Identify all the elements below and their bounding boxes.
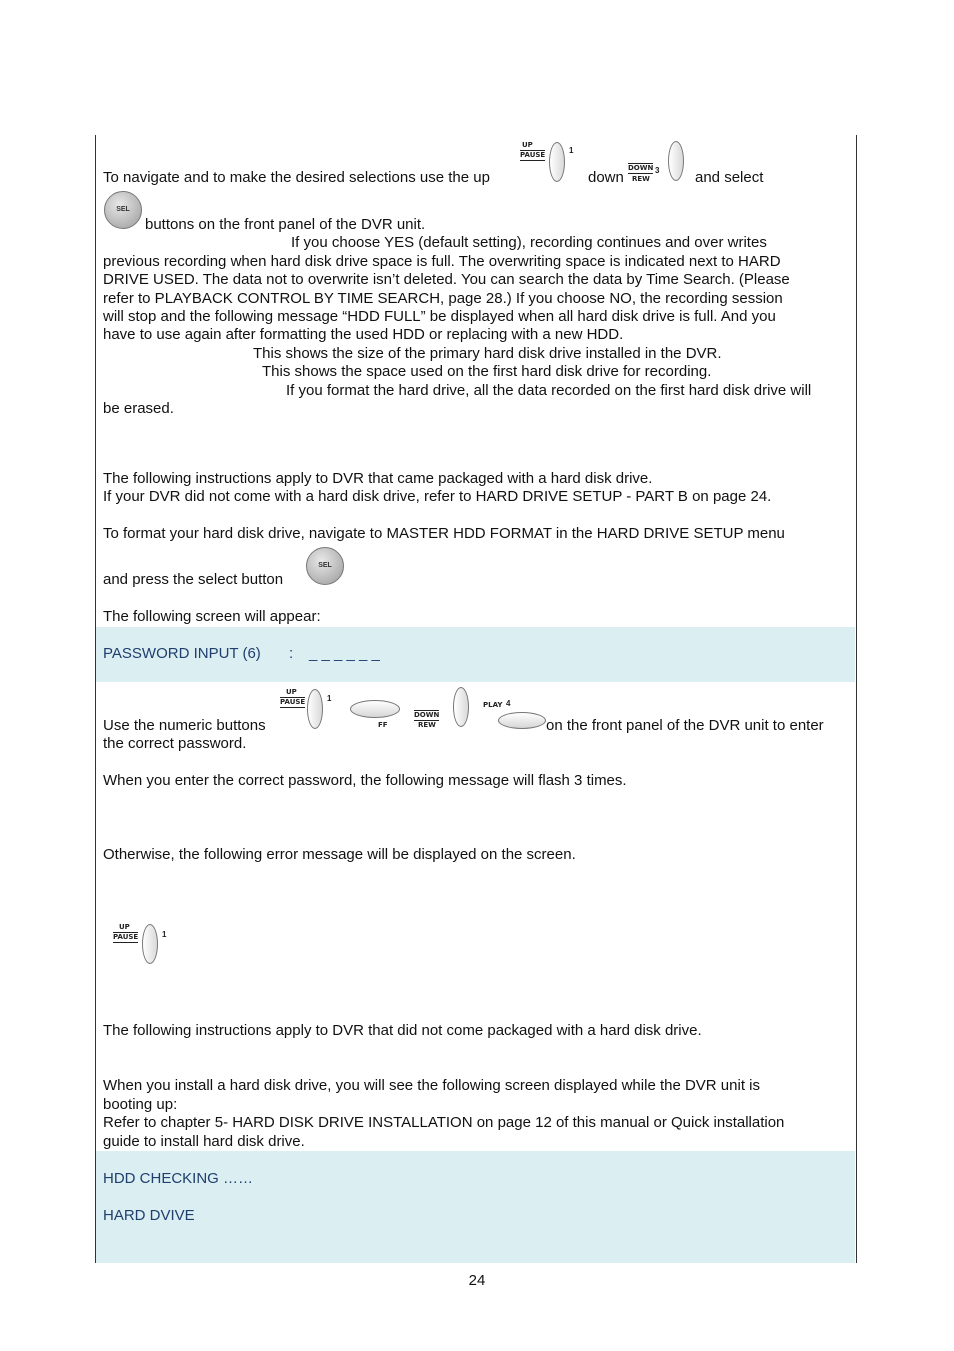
part-b-intro: The following instructions apply to DVR that did not come packaged with a hard disk drive. <box>103 1022 702 1039</box>
hard-drive-text: HARD DVIVE <box>103 1207 195 1224</box>
part-a-intro-2: If your DVR did not come with a hard disk drive, refer to HARD DRIVE SETUP - PART B on page 24. <box>103 488 772 505</box>
part-b-install-2: booting up: <box>103 1096 178 1113</box>
hdd-format-line-2: be erased. <box>103 400 174 417</box>
numeric-line-1-prefix: Use the numeric buttons <box>103 717 266 734</box>
password-input-label: PASSWORD INPUT (6) <box>103 645 261 662</box>
hdd-checking-text: HDD CHECKING …… <box>103 1170 254 1187</box>
part-b-install-4: guide to install hard disk drive. <box>103 1133 305 1150</box>
overwrite-line-2: previous recording when hard disk drive space is full. The overwriting space is indicated next to HARD <box>103 253 781 270</box>
hdd-checking-screen <box>96 1151 855 1263</box>
numeric-line-1-suffix: on the front panel of the DVR unit to enter <box>546 717 824 734</box>
nav-line1-prefix: To navigate and to make the desired selections use the up <box>103 169 490 186</box>
numeric-line-2: the correct password. <box>103 735 247 752</box>
part-b-install-3: Refer to chapter 5- HARD DISK DRIVE INSTALLATION on page 12 of this manual or Quick installation <box>103 1114 785 1131</box>
password-screen <box>96 627 855 682</box>
overwrite-line-3: DRIVE USED. The data not to overwrite isn’t deleted. You can search the data by Time Search. (Please <box>103 271 790 288</box>
nav-line1-select: and select <box>695 169 764 186</box>
hdd-format-line-1: If you format the hard drive, all the data recorded on the first hard disk drive will <box>286 382 812 399</box>
part-a-format-1: To format your hard disk drive, navigate to MASTER HDD FORMAT in the HARD DRIVE SETUP menu <box>103 525 785 542</box>
correct-password-text: When you enter the correct password, the following message will flash 3 times. <box>103 772 627 789</box>
part-a-screen-appear: The following screen will appear: <box>103 608 321 625</box>
overwrite-line-1: If you choose YES (default setting), recording continues and over writes <box>291 234 767 251</box>
nav-line1-down: down <box>588 169 624 186</box>
page-number: 24 <box>468 1272 486 1289</box>
hdd-used-text: This shows the space used on the first hard disk drive for recording. <box>262 363 712 380</box>
sel-button-icon: SEL <box>306 547 344 585</box>
password-mask: _ _ _ _ _ _ <box>309 645 380 662</box>
password-colon: : <box>289 645 294 662</box>
part-a-format-2: and press the select button <box>103 571 284 588</box>
part-a-intro-1: The following instructions apply to DVR that came packaged with a hard disk drive. <box>103 470 653 487</box>
nav-line2: buttons on the front panel of the DVR unit. <box>145 216 426 233</box>
sel-button-icon: SEL <box>104 191 142 229</box>
overwrite-line-6: have to use again after formatting the used HDD or replacing with a new HDD. <box>103 326 624 343</box>
error-message-text: Otherwise, the following error message will be displayed on the screen. <box>103 846 576 863</box>
overwrite-line-5: will stop and the following message “HDD FULL” be displayed when all hard disk drive is full. And you <box>103 308 776 325</box>
overwrite-line-4: refer to PLAYBACK CONTROL BY TIME SEARCH, page 28.) If you choose NO, the recording session <box>103 290 783 307</box>
hdd-size-text: This shows the size of the primary hard disk drive installed in the DVR. <box>253 345 722 362</box>
part-b-install-1: When you install a hard disk drive, you will see the following screen displayed while the DVR unit is <box>103 1077 760 1094</box>
